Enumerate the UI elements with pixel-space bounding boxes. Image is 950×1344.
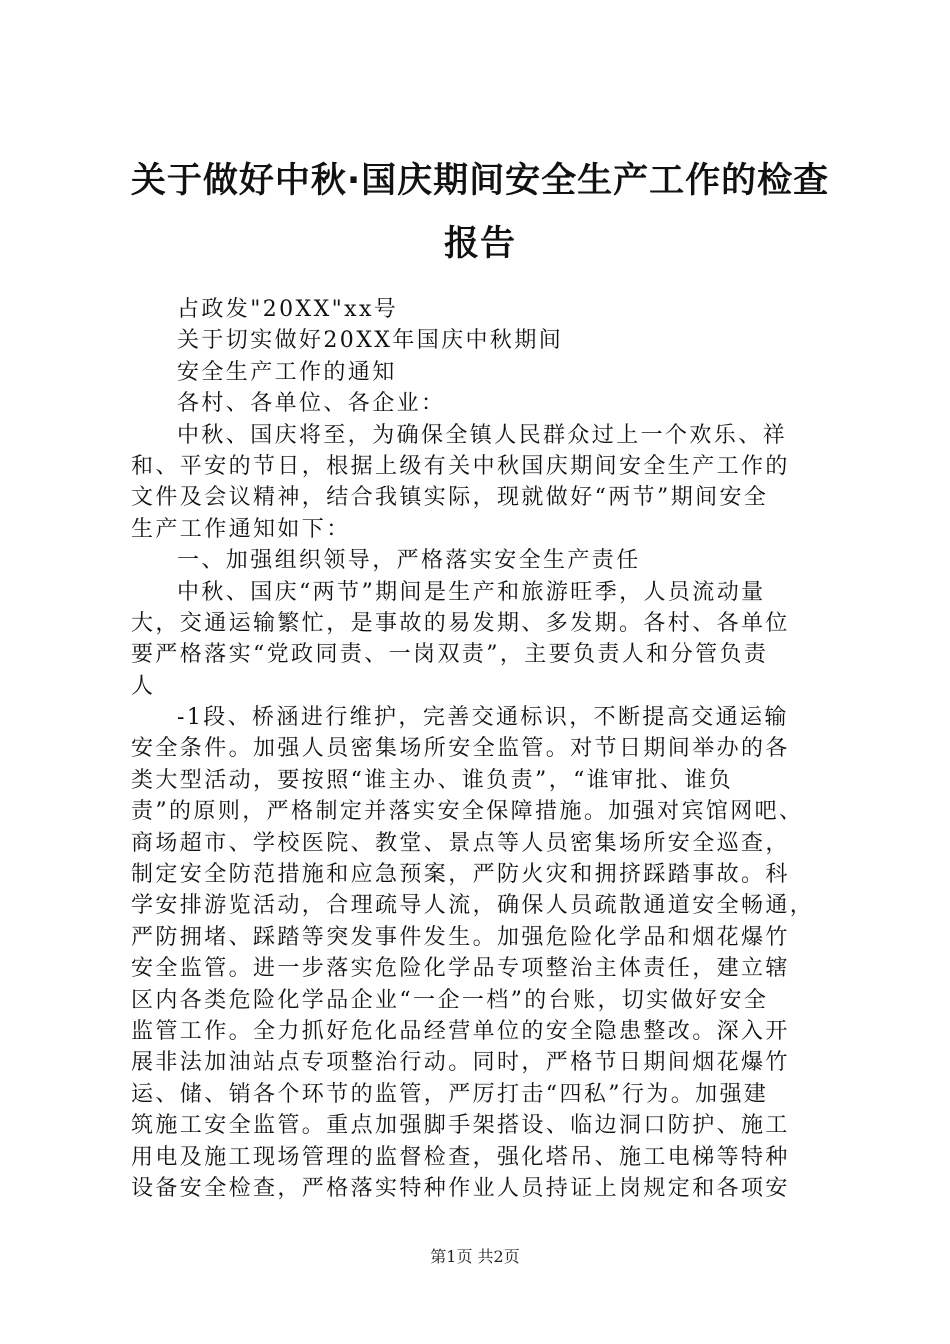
page-number-footer: 第1页 共2页 [430,1247,520,1266]
paragraph-line: 制定安全防范措施和应急预案，严防火灾和拥挤踩踏事故。科 [131,862,790,888]
paragraph-line: 运、储、销各个环节的监管，严厉打击“四私”行为。加强建 [131,1081,769,1107]
paragraph-line: 学安排游览活动，合理疏导人流，确保人员疏散通道安全畅通， [131,893,815,919]
paragraph-line: 区内各类危险化学品企业“一企一档”的台账，切实做好安全 [131,987,769,1013]
paragraph-line: 类大型活动，要按照“谁主办、谁负责”，“谁审批、谁负 [131,767,734,793]
document-title-line-1: 关于做好中秋·国庆期间安全生产工作的检查 [130,161,830,201]
notice-title-line-1: 关于切实做好20XX年国庆中秋期间 [177,328,564,354]
paragraph-line: 安全监管。进一步落实危险化学品专项整治主体责任，建立辖 [131,956,790,982]
paragraph-line: 人 [131,673,156,699]
doc-number-line: 占政发"20XX"xx号 [177,297,399,322]
paragraph-line: 中秋、国庆将至，为确保全镇人民群众过上一个欢乐、祥 [177,422,788,448]
paragraph-line: 设备安全检查，严格落实特种作业人员持证上岗规定和各项安 [131,1175,790,1201]
paragraph-line: 中秋、国庆“两节”期间是生产和旅游旺季，人员流动量 [177,579,766,605]
paragraph-line: 生产工作通知如下： [131,516,351,542]
paragraph-line: 和、平安的节日，根据上级有关中秋国庆期间安全生产工作的 [131,453,790,479]
paragraph-line: 责”的原则，严格制定并落实安全保障措施。加强对宾馆网吧、 [131,799,804,825]
paragraph-line: 严防拥堵、踩踏等突发事件发生。加强危险化学品和烟花爆竹 [131,924,790,950]
paragraph-line: 商场超市、学校医院、教堂、景点等人员密集场所安全巡查， [131,830,790,856]
section-heading: 一、加强组织领导，严格落实安全生产责任 [177,548,641,574]
paragraph-line: 文件及会议精神，结合我镇实际，现就做好“两节”期间安全 [131,485,769,511]
paragraph-line: 安全条件。加强人员密集场所安全监管。对节日期间举办的各 [131,736,790,762]
notice-title-line-2: 安全生产工作的通知 [177,359,397,385]
document-body [131,294,831,1204]
paragraph-line: 用电及施工现场管理的监督检查，强化塔吊、施工电梯等特种 [131,1144,790,1170]
paragraph-line: 大，交通运输繁忙，是事故的易发期、多发期。各村、各单位 [131,610,790,636]
salutation-line: 各村、各单位、各企业： [177,391,446,417]
paragraph-line: 要严格落实“党政同责、一岗双责”，主要负责人和分管负责 [131,642,769,668]
paragraph-line: 展非法加油站点专项整治行动。同时，严格节日期间烟花爆竹 [131,1050,790,1076]
paragraph-line: 筑施工安全监管。重点加强脚手架搭设、临边洞口防护、施工 [131,1113,790,1139]
document-title-line-2: 报告 [443,224,516,264]
paragraph-line: 监管工作。全力抓好危化品经营单位的安全隐患整改。深入开 [131,1018,790,1044]
paragraph-line: -1段、桥涵进行维护，完善交通标识，不断提高交通运输 [177,705,789,731]
